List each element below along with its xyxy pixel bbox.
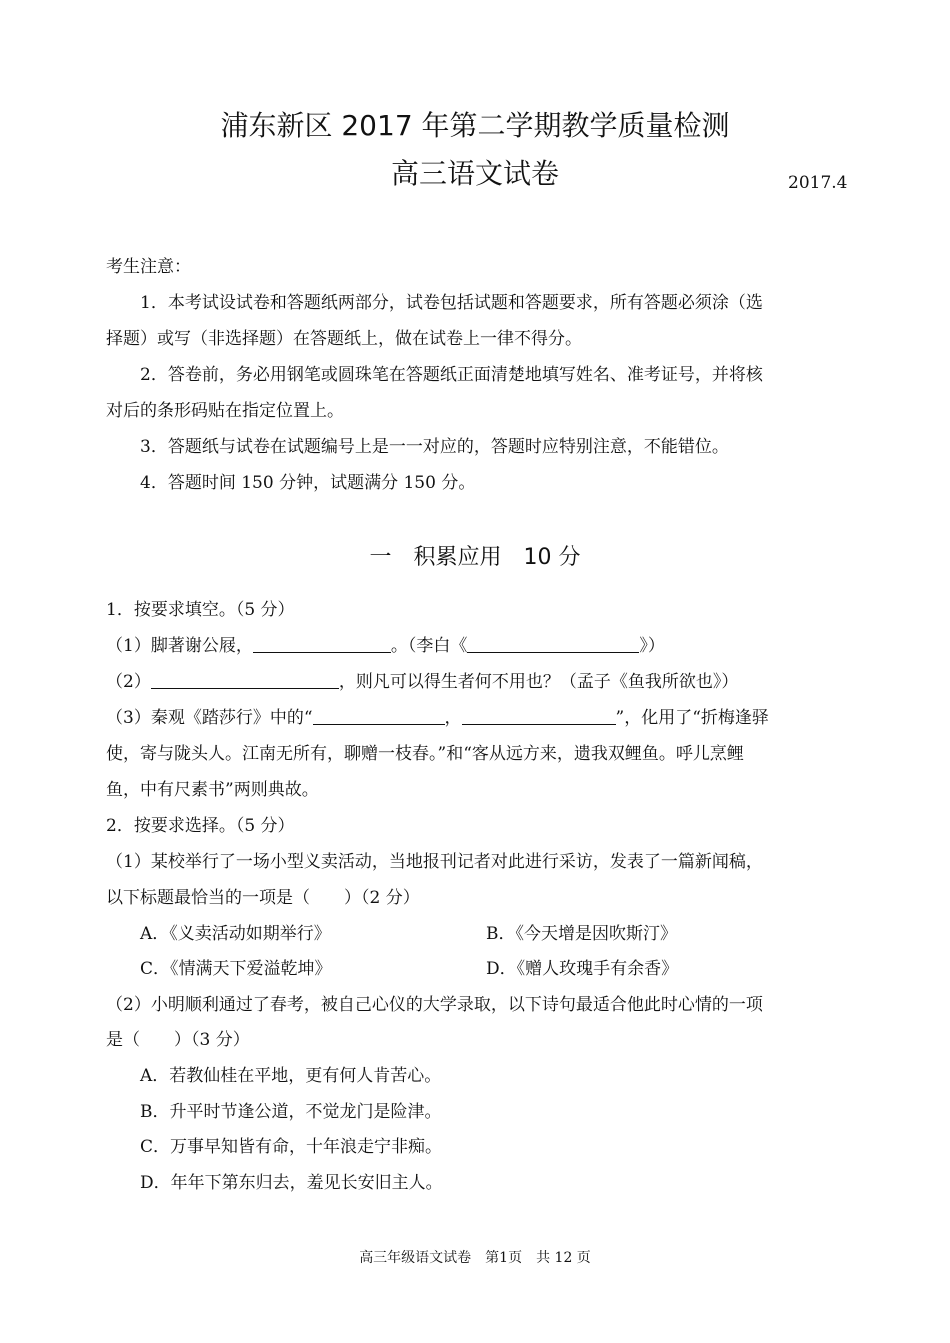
notice-item-1-line-2: 择题）或写（非选择题）在答题纸上，做在试卷上一律不得分。 [106,329,582,349]
question-2-sub-1-line-1: （1）某校举行了一场小型义卖活动，当地报刊记者对此进行采访，发表了一篇新闻稿， [106,852,763,872]
q1-part2-text-b: ，则凡可以得生者何不用也？（孟子《鱼我所欲也》） [338,672,739,692]
q1-part3-text-a: （3）秦观《踏莎行》中的“ [106,708,313,728]
option-c: C．《情满天下爱溢乾坤》 [140,959,332,979]
q1-part3-text-c: ”，化用了“折梅逢驿 [615,708,769,728]
notice-item-4: 4．答题时间 150 分钟，试题满分 150 分。 [140,473,476,493]
answer-blank[interactable] [253,634,391,653]
option-a: A．《义卖活动如期举行》 [140,924,331,944]
notice-item-1-line-1: 1．本考试设试卷和答题纸两部分，试卷包括试题和答题要求，所有答题必须涂（选 [140,293,763,313]
notice-item-2-line-1: 2．答卷前，务必用钢笔或圆珠笔在答题纸正面清楚地填写姓名、准考证号，并将核 [140,365,763,385]
q1-part1-text-c: 》） [639,636,665,656]
question-2-stem: 2．按要求选择。（5 分） [106,816,295,836]
section-heading: 一 积累应用 10 分 [369,545,581,570]
question-1-part-3-line-1 [106,700,769,736]
q1-part1-text-b: 。（李白《 [390,636,468,656]
answer-blank[interactable] [467,634,639,653]
option-d: D．年年下第东归去，羞见长安旧主人。 [140,1173,443,1193]
question-1-stem: 1．按要求填空。（5 分） [106,600,295,620]
answer-blank[interactable] [151,670,339,689]
answer-blank[interactable] [462,706,616,725]
option-d: D．《赠人玫瑰手有余香》 [486,959,679,979]
notice-item-3: 3．答题纸与试卷在试题编号上是一一对应的，答题时应特别注意，不能错位。 [140,437,729,457]
q1-part3-text-b: ， [444,708,462,728]
page-footer: 高三年级语文试卷 第1页 共 12 页 [359,1250,591,1266]
question-2-sub-2-line-1: （2）小明顺利通过了春考，被自己心仪的大学录取，以下诗句最适合他此时心情的一项 [106,995,763,1015]
option-b: B．升平时节逢公道，不觉龙门是险津。 [140,1102,442,1122]
option-a: A．若教仙桂在平地，更有何人肯苦心。 [140,1066,442,1086]
option-c: C．万事早知皆有命，十年浪走宁非痴。 [140,1137,443,1157]
question-2-sub-2-line-2: 是（ ）（3 分） [106,1030,250,1050]
exam-date: 2017.4 [788,173,848,193]
question-1-part-1 [106,628,665,664]
exam-title-line1: 浦东新区 2017 年第二学期教学质量检测 [220,109,730,142]
option-b: B．《今天增是因吹斯汀》 [486,924,677,944]
question-1-part-3-line-2: 使，寄与陇头人。江南无所有，聊赠一枝春。”和“客从远方来，遗我双鲤鱼。呼儿烹鲤 [106,744,744,764]
question-1-part-2 [106,664,738,700]
question-1-part-3-line-3: 鱼，中有尺素书”两则典故。 [106,780,319,800]
answer-blank[interactable] [313,706,445,725]
exam-title-line2: 高三语文试卷 [390,157,559,190]
notice-heading: 考生注意： [106,257,191,277]
question-2-sub-1-line-2: 以下标题最恰当的一项是（ ）（2 分） [106,888,420,908]
notice-item-2-line-2: 对后的条形码贴在指定位置上。 [106,401,344,421]
q1-part1-text-a: （1）脚著谢公屐， [106,636,253,656]
q1-part2-text-a: （2） [106,672,151,692]
